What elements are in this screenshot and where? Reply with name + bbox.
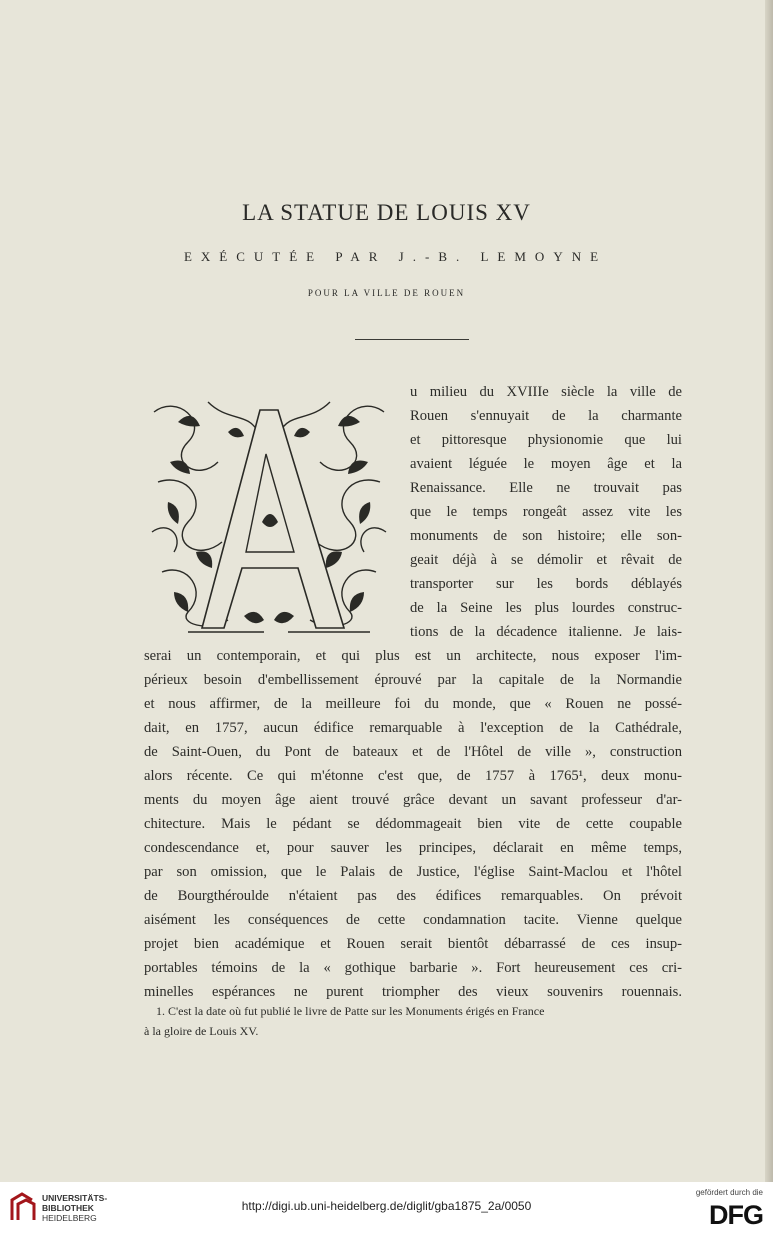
- body-line: périeux besoin d'embellissement éprouvé par la capitale de la Normandie: [144, 672, 682, 688]
- page-edge-shadow: [765, 0, 773, 1182]
- funding-label: gefördert durch die: [695, 1188, 763, 1197]
- footnote-line: 1. C'est la date où fut publié le livre de Patte sur les Monuments érigés en France: [156, 1004, 545, 1018]
- article-subtitle-secondary: POUR LA VILLE DE ROUEN: [307, 288, 466, 298]
- body-line: Rouen s'ennuyait de la charmante: [410, 408, 682, 424]
- body-line: et pittoresque physionomie que lui: [410, 432, 682, 448]
- body-line: portables témoins de la « gothique barbarie ». Fort heureusement ces cri-: [144, 960, 682, 976]
- body-line: ments du moyen âge aient trouvé grâce devant un savant professeur d'ar-: [144, 792, 682, 808]
- ornamental-initial: [148, 392, 390, 639]
- footnote-line: à la gloire de Louis XV.: [144, 1024, 259, 1038]
- body-line: minelles espérances ne purent triompher des vieux souvenirs rouennais.: [144, 984, 682, 1000]
- library-name-line: BIBLIOTHEK: [42, 1203, 94, 1213]
- permalink-url[interactable]: http://digi.ub.uni-heidelberg.de/diglit/gba1875_2a/0050: [241, 1199, 532, 1213]
- body-line: tions de la décadence italienne. Je lais-: [410, 624, 682, 640]
- library-name-line: HEIDELBERG: [42, 1213, 97, 1223]
- body-line: transporter sur les bords déblayés: [410, 576, 682, 592]
- body-line: avaient léguée le moyen âge et la: [410, 456, 682, 472]
- body-line: que le temps rongeât assez vite les: [410, 504, 682, 520]
- body-line: de la Seine les plus lourdes construc-: [410, 600, 682, 616]
- body-line: projet bien académique et Rouen serait bientôt débarrassé de ces insup-: [144, 936, 682, 952]
- article-title: LA STATUE DE LOUIS XV: [242, 200, 531, 225]
- body-line: Renaissance. Elle ne trouvait pas: [410, 480, 682, 496]
- body-line: condescendance et, pour sauver les principes, déclarait en même temps,: [144, 840, 682, 856]
- body-line: aisément les conséquences de cette condamnation tacite. Vienne quelque: [144, 912, 682, 928]
- article-subtitle: EXÉCUTÉE PAR J.-B. LEMOYNE: [183, 249, 608, 264]
- dfg-logo[interactable]: DFG: [709, 1200, 763, 1230]
- library-name-line: UNIVERSITÄTS-: [42, 1193, 108, 1203]
- body-line: dait, en 1757, aucun édifice remarquable à l'exception de la Cathédrale,: [144, 720, 682, 736]
- body-line: par son omission, que le Palais de Justice, l'église Saint-Maclou et l'hôtel: [144, 864, 682, 880]
- body-line: u milieu du XVIIIe siècle la ville de: [410, 384, 682, 400]
- body-line: monuments de son histoire; elle son-: [410, 528, 682, 544]
- body-line: et nous affirmer, de la meilleure foi du monde, que « Rouen ne possé-: [144, 696, 682, 712]
- body-line: de Bourgthéroulde n'étaient pas des édifices remarquables. On prévoit: [144, 888, 682, 904]
- body-line: de Saint-Ouen, du Pont de bateaux et de l'Hôtel de ville », construction: [144, 744, 682, 760]
- body-line: alors récente. Ce qui m'étonne c'est que, de 1757 à 1765¹, deux monu-: [144, 768, 682, 784]
- viewer-footer: [0, 1182, 773, 1235]
- body-line: geait déjà à se démolir et rêvait de: [410, 552, 682, 568]
- title-divider: [355, 339, 469, 340]
- body-line: chitecture. Mais le pédant se dédommageait bien vite de cette coupable: [144, 816, 682, 832]
- body-line: serai un contemporain, et qui plus est un architecte, nous exposer l'im-: [144, 648, 682, 664]
